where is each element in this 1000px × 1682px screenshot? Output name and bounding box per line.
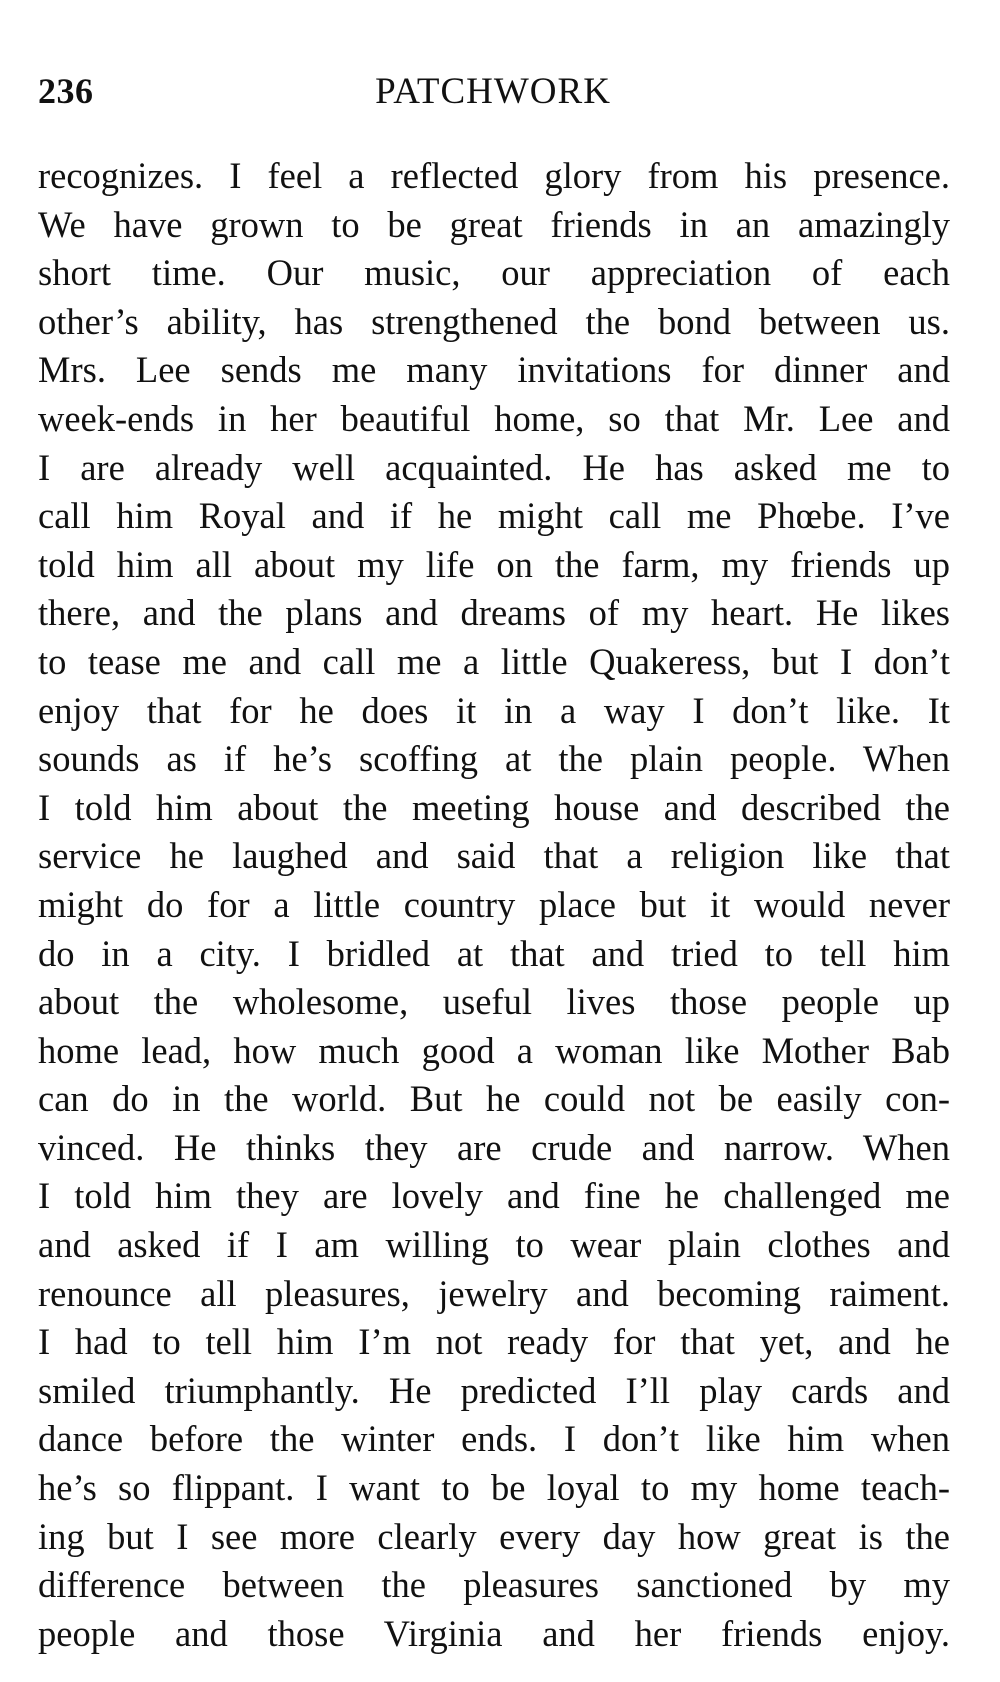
text-line: smiled triumphantly. He predicted I’ll play cards and	[38, 1369, 950, 1411]
text-line: I told him they are lovely and fine he challenged me	[38, 1175, 950, 1217]
text-line: service he laughed and said that a religion like that	[38, 835, 950, 877]
running-head-title: PATCHWORK	[375, 71, 611, 112]
text-line: ing but I see more clearly every day how great is the	[38, 1515, 950, 1557]
text-line: recognizes. I feel a reflected glory from his presence.	[38, 155, 950, 196]
text-line: difference between the pleasures sanctioned by my	[38, 1564, 950, 1606]
text-line: We have grown to be great friends in an amazingly	[38, 203, 950, 245]
text-line: and asked if I am willing to wear plain clothes and	[38, 1224, 950, 1266]
text-line: enjoy that for he does it in a way I don’t like. It	[38, 689, 950, 731]
text-line: can do in the world. But he could not be easily con-	[38, 1078, 950, 1120]
text-line: other’s ability, has strengthened the bond between us.	[38, 300, 950, 342]
page-number: 236	[38, 71, 94, 111]
text-line: week-ends in her beautiful home, so that Mr. Lee and	[38, 397, 950, 439]
text-line: there, and the plans and dreams of my heart. He likes	[38, 592, 950, 634]
page-header	[38, 70, 948, 120]
text-line: he’s so flippant. I want to be loyal to my home teach-	[38, 1467, 950, 1509]
text-line: dance before the winter ends. I don’t like him when	[38, 1418, 950, 1460]
text-line: about the wholesome, useful lives those people up	[38, 981, 950, 1023]
text-line: told him all about my life on the farm, my friends up	[38, 543, 950, 585]
text-line: sounds as if he’s scoffing at the plain people. When	[38, 738, 950, 780]
text-line: I are already well acquainted. He has asked me to	[38, 446, 950, 488]
text-line: call him Royal and if he might call me Phœbe. I’ve	[38, 495, 950, 537]
text-line: renounce all pleasures, jewelry and becoming raiment.	[38, 1272, 950, 1314]
text-line: short time. Our music, our appreciation of each	[38, 252, 950, 294]
text-line: home lead, how much good a woman like Mother Bab	[38, 1029, 950, 1071]
text-line: people and those Virginia and her friends enjoy.	[38, 1612, 950, 1654]
text-line: I had to tell him I’m not ready for that yet, and he	[38, 1321, 950, 1363]
body-text	[38, 152, 950, 1658]
text-line: to tease me and call me a little Quakeress, but I don’t	[38, 640, 950, 682]
text-line: vinced. He thinks they are crude and narrow. When	[38, 1126, 950, 1168]
text-line: I told him about the meeting house and described the	[38, 786, 950, 828]
text-line: Mrs. Lee sends me many invitations for dinner and	[38, 349, 950, 391]
text-line: might do for a little country place but it would never	[38, 883, 950, 925]
text-line: do in a city. I bridled at that and tried to tell him	[38, 932, 950, 974]
